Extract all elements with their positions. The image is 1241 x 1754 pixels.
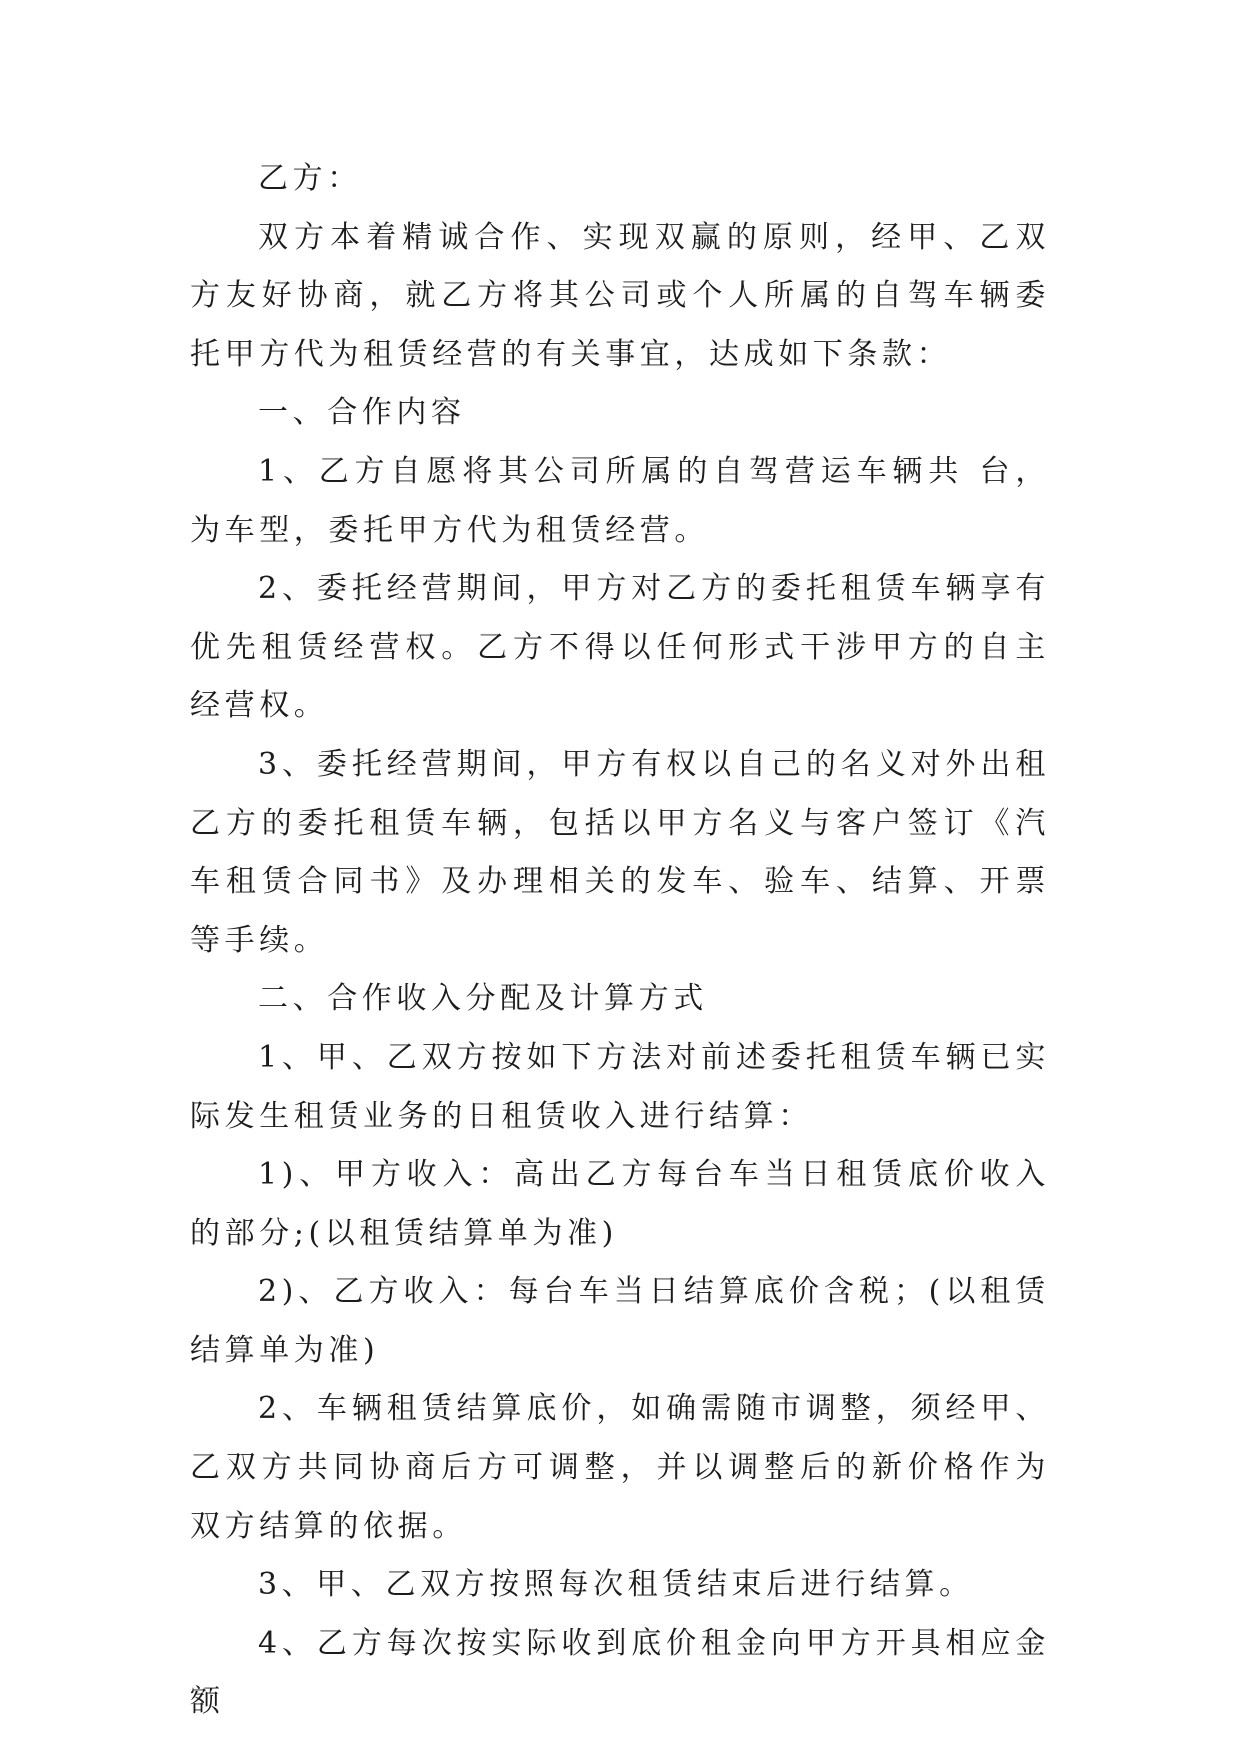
clause-1-3: 3、委托经营期间，甲方有权以自己的名义对外出租乙方的委托租赁车辆，包括以甲方名义与客户签订《汽车租赁合同书》及办理相关的发车、验车、结算、开票等手续。	[190, 746, 1050, 958]
preamble-paragraph: 双方本着精诚合作、实现双赢的原则，经甲、乙双方友好协商，就乙方将其公司或个人所属的自驾车辆委托甲方代为租赁经营的有关事宜，达成如下条款：	[190, 219, 1050, 372]
clause-2-2: 2、车辆租赁结算底价，如确需随市调整，须经甲、乙双方共同协商后方可调整，并以调整后的新价格作为双方结算的依据。	[190, 1391, 1050, 1544]
section-heading-cooperation-content: 一、合作内容	[258, 395, 466, 431]
clause-2-3: 3、甲、乙双方按照每次租赁结束后进行结算。	[258, 1567, 974, 1603]
clause-2-4: 4、乙方每次按实际收到底价租金向甲方开具相应金额	[190, 1625, 1050, 1720]
clause-1-2: 2、委托经营期间，甲方对乙方的委托租赁车辆享有优先租赁经营权。乙方不得以任何形式干涉甲方的自主经营权。	[190, 571, 1050, 724]
clause-1-1: 1、乙方自愿将其公司所属的自驾营运车辆共 台，为车型，委托甲方代为租赁经营。	[190, 453, 1050, 548]
document-page	[190, 150, 1050, 1732]
section-heading-income-distribution: 二、合作收入分配及计算方式	[258, 981, 708, 1017]
clause-2-1-a: 1)、甲方收入：高出乙方每台车当日租赁底价收入的部分;(以租赁结算单为准)	[190, 1157, 1050, 1251]
clause-2-1-b: 2)、乙方收入：每台车当日结算底价含税；(以租赁结算单为准)	[190, 1274, 1050, 1368]
clause-2-1: 1、甲、乙双方按如下方法对前述委托租赁车辆已实际发生租赁业务的日租赁收入进行结算：	[190, 1039, 1050, 1134]
party-b-line: 乙方：	[258, 161, 362, 196]
